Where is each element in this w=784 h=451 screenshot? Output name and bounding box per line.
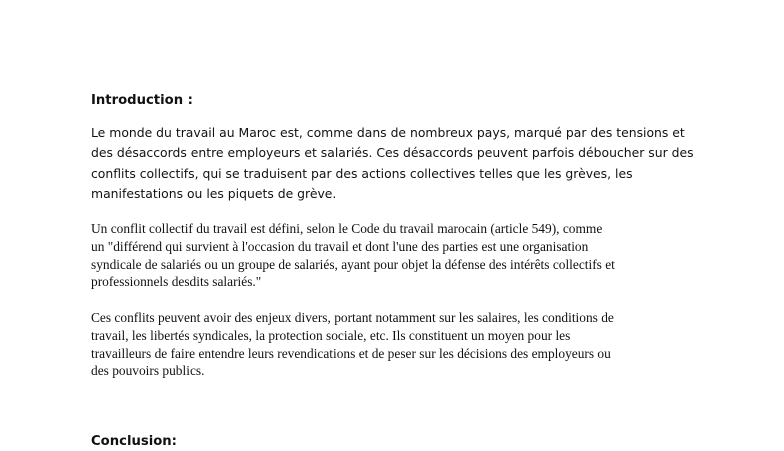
paragraph-stakes <box>91 309 731 380</box>
paragraph-line: Un conflit collectif du travail est défini, selon le Code du travail marocain (article 549), comme <box>91 221 603 236</box>
paragraph-line: des désaccords entre employeurs et salariés. Ces désaccords peuvent parfois déboucher sur des <box>91 145 694 161</box>
paragraph-line: des pouvoirs publics. <box>91 363 205 379</box>
paragraph-line: travailleurs de faire entendre leurs revendications et de peser sur les décisions des employeurs ou <box>91 345 611 361</box>
introduction-heading: Introduction : <box>91 93 193 108</box>
paragraph-line: travail, les libertés syndicales, la protection sociale, etc. Ils constituent un moyen pour les <box>91 327 571 343</box>
paragraph-definition <box>91 220 731 291</box>
paragraph-intro-context <box>91 123 731 205</box>
paragraph-line: Ces conflits peuvent avoir des enjeux divers, portant notamment sur les salaires, les conditions de <box>91 310 614 325</box>
conclusion-heading: Conclusion: <box>91 434 177 449</box>
paragraph-line: professionnels desdits salariés." <box>91 274 262 290</box>
paragraph-line: un "différend qui survient à l'occasion du travail et dont l'une des parties est une organisation <box>91 238 589 254</box>
paragraph-line: manifestations ou les piquets de grève. <box>91 186 337 202</box>
paragraph-line: conflits collectifs, qui se traduisent par des actions collectives telles que les grèves, les <box>91 165 633 181</box>
paragraph-line: Le monde du travail au Maroc est, comme dans de nombreux pays, marqué par des tensions et <box>91 125 685 140</box>
paragraph-line: syndicale de salariés ou un groupe de salariés, ayant pour objet la défense des intérêts collectifs et <box>91 256 615 272</box>
